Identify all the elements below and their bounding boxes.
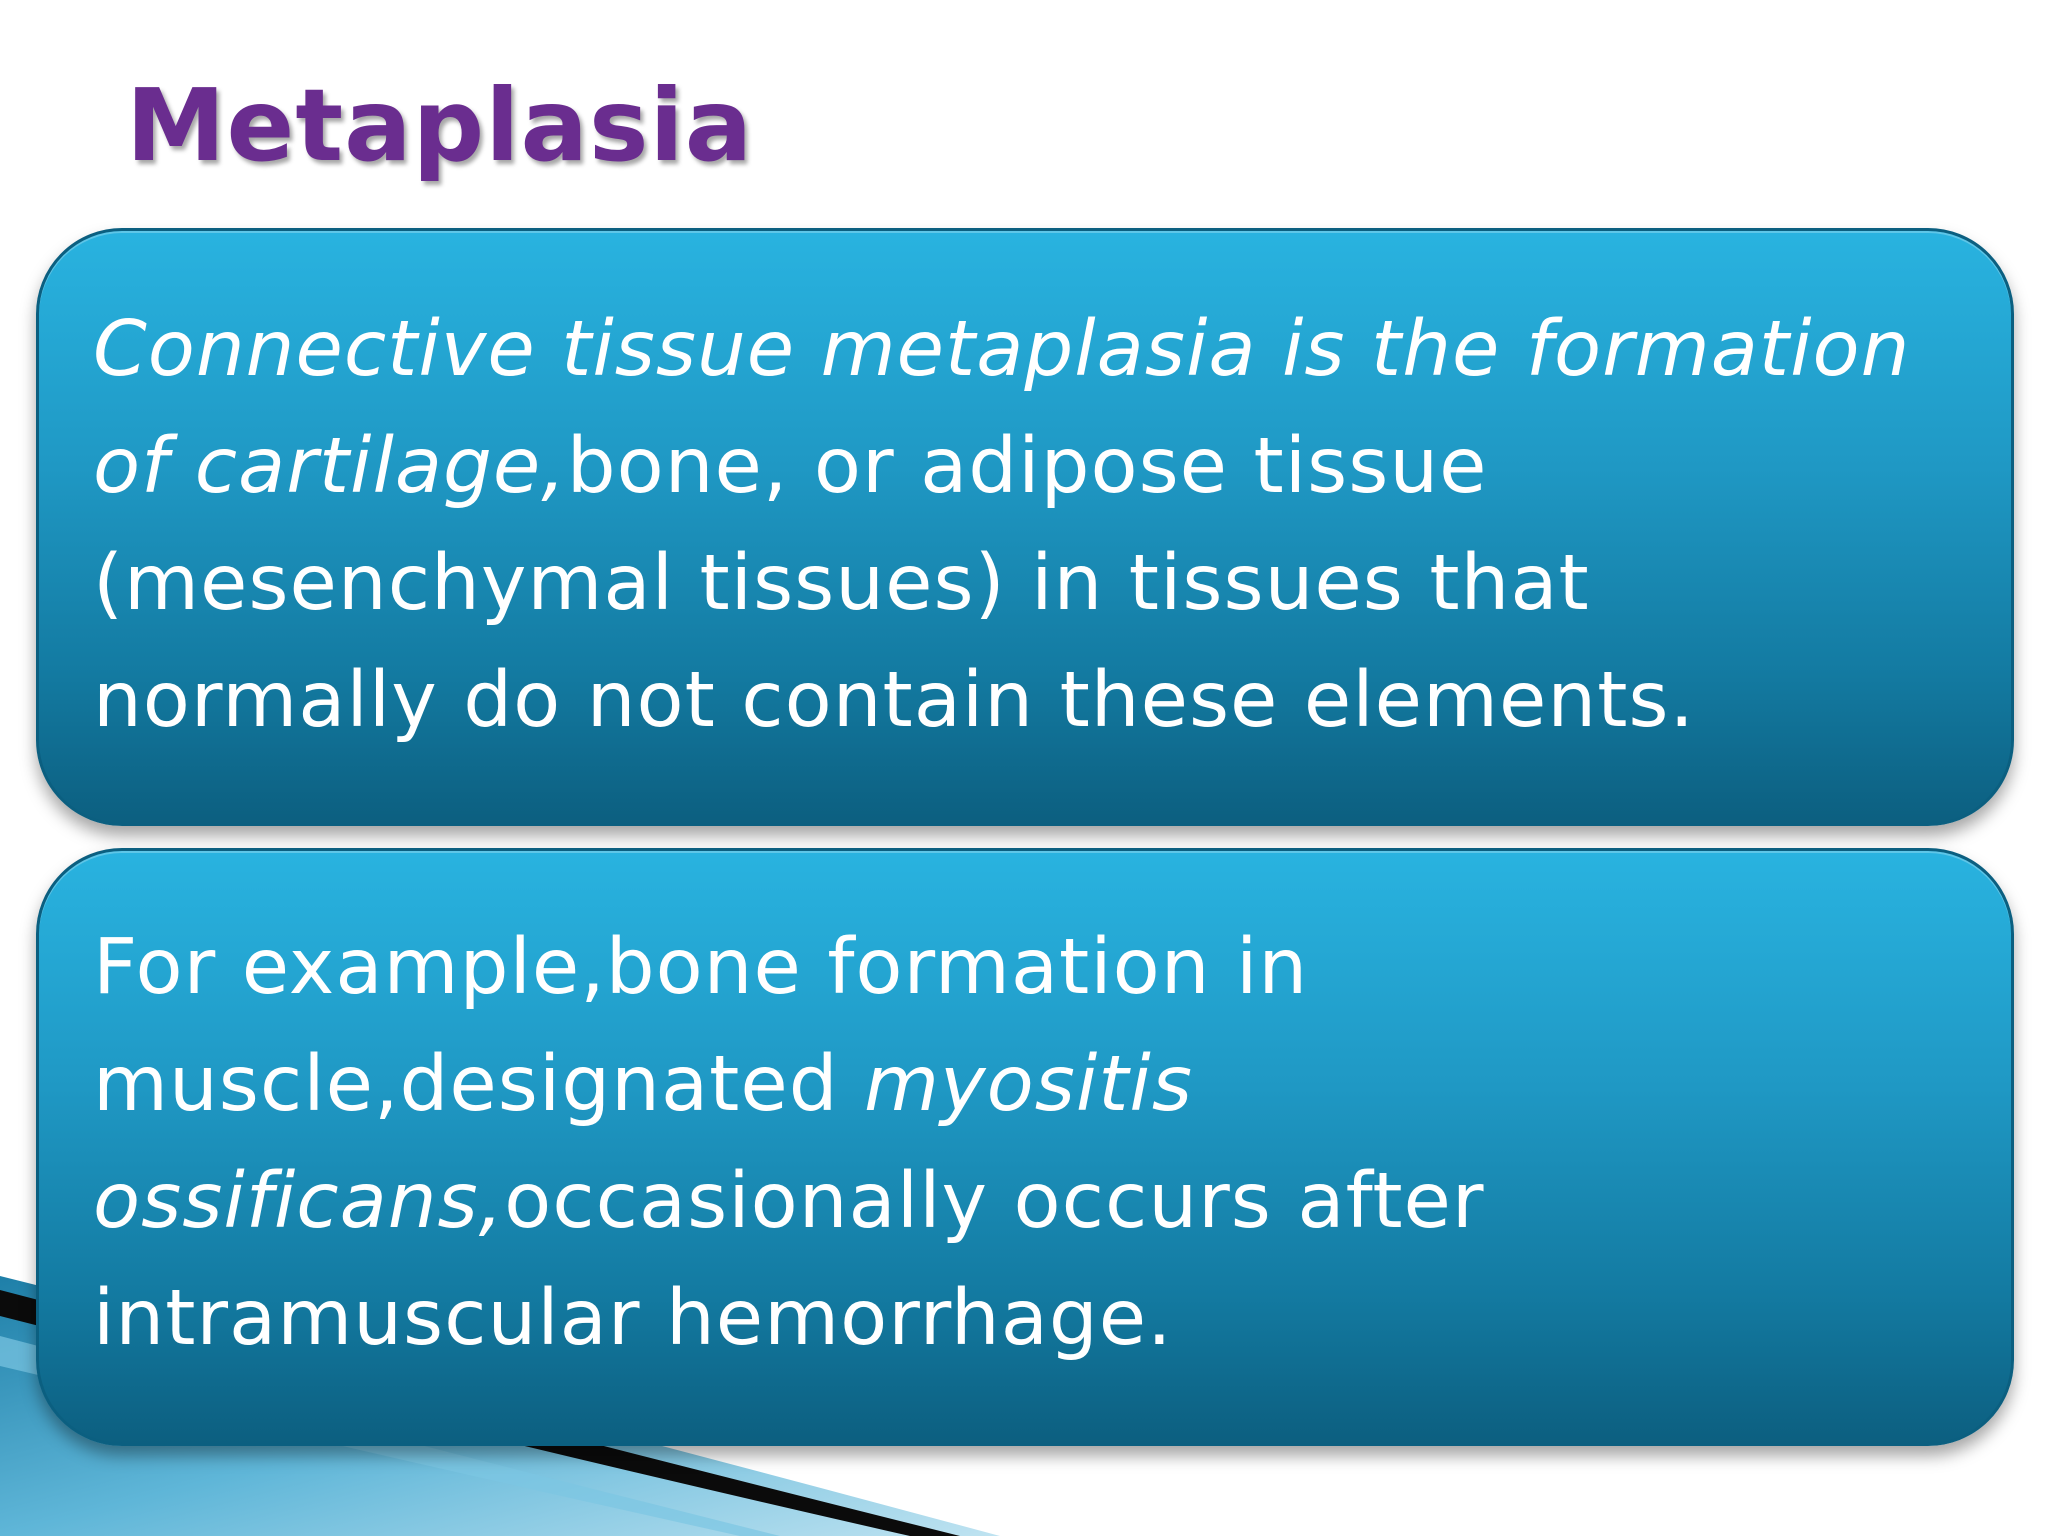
definition-italic-text: Connective tissue metaplasia is the formation of cartilage, [93,305,1911,511]
example-text-part2: occasionally occurs after intramuscular hemorrhage. [93,1157,1485,1363]
example-panel [36,848,2014,1446]
definition-text [93,291,1951,759]
definition-panel [36,228,2014,826]
slide-title: Metaplasia [126,67,754,184]
example-text-part1: For example,bone formation in muscle,designated [93,923,1309,1129]
example-italic-term: myositis ossificans, [93,1040,1193,1246]
definition-normal-text: bone, or adipose tissue (mesenchymal tissues) in tissues that normally do not contain these elements. [93,422,1696,745]
example-text [93,909,1951,1377]
